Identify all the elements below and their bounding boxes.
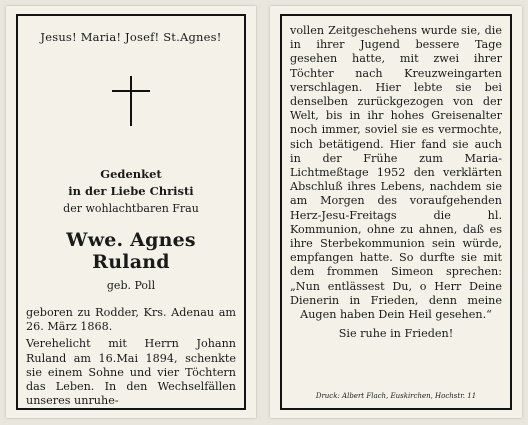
maiden-name: geb. Poll [106, 279, 156, 292]
deceased-name: Wwe. Agnes Ruland [66, 229, 196, 273]
birth-paragraph: geboren zu Rodder, Krs. Adenau am 26. März 1868. [26, 306, 236, 334]
gedenket-line-2: in der Liebe Christi [68, 184, 194, 198]
card-left-page [6, 6, 256, 418]
biography-right: vollen Zeitgeschehens wurde sie, die in ihrer Jugend bessere Tage gesehen hatte, mit zwei ihrer Töchter nach Kreuzweingarten verschlagen. Hier lebte sie bei denselben zurückgezogen von der Welt, bis in ihr hohes Greisenalter noch immer, soviel sie es vermochte, sich betätigend. Hier fand sie auch in der Frühe zum Maria-Lichtmeßtage 1952 den verklärten Abschluß ihres Lebens, nachdem sie am Morgen des voraufgehenden Herz-Jesu-Freitags die hl. Kommunion, ohne zu ahnen, daß es ihre Sterbekommunion sein würde, empfangen hatte. So durfte sie mit dem frommen Simeon sprechen: „Nun entlässest Du, o Herr Deine Dienerin in Frieden, denn meine Augen haben Dein Heil gesehen.“ [290, 24, 502, 322]
marriage-paragraph: Verehelicht mit Herrn Johann Ruland am 16.Mai 1894, schenkte sie einem Sohne und vier Töchtern das Leben. In den Wechselfällen unseres unruhe- [26, 337, 236, 408]
gedenket-heading [26, 166, 236, 200]
invocation-header: Jesus! Maria! Josef! St.Agnes! [40, 30, 222, 44]
printer-credit: Druck: Albert Flach, Euskirchen, Hochstr. 11 [315, 392, 477, 400]
biography-left [26, 306, 236, 408]
card-right-page [270, 6, 522, 418]
gedenket-line-1: Gedenket [100, 167, 162, 181]
black-border-frame [280, 14, 512, 410]
frau-line: der wohlachtbaren Frau [63, 202, 199, 215]
cross-icon [112, 76, 150, 126]
rest-in-peace-line: Sie ruhe in Frieden! [338, 327, 454, 341]
black-border-frame [16, 14, 246, 410]
